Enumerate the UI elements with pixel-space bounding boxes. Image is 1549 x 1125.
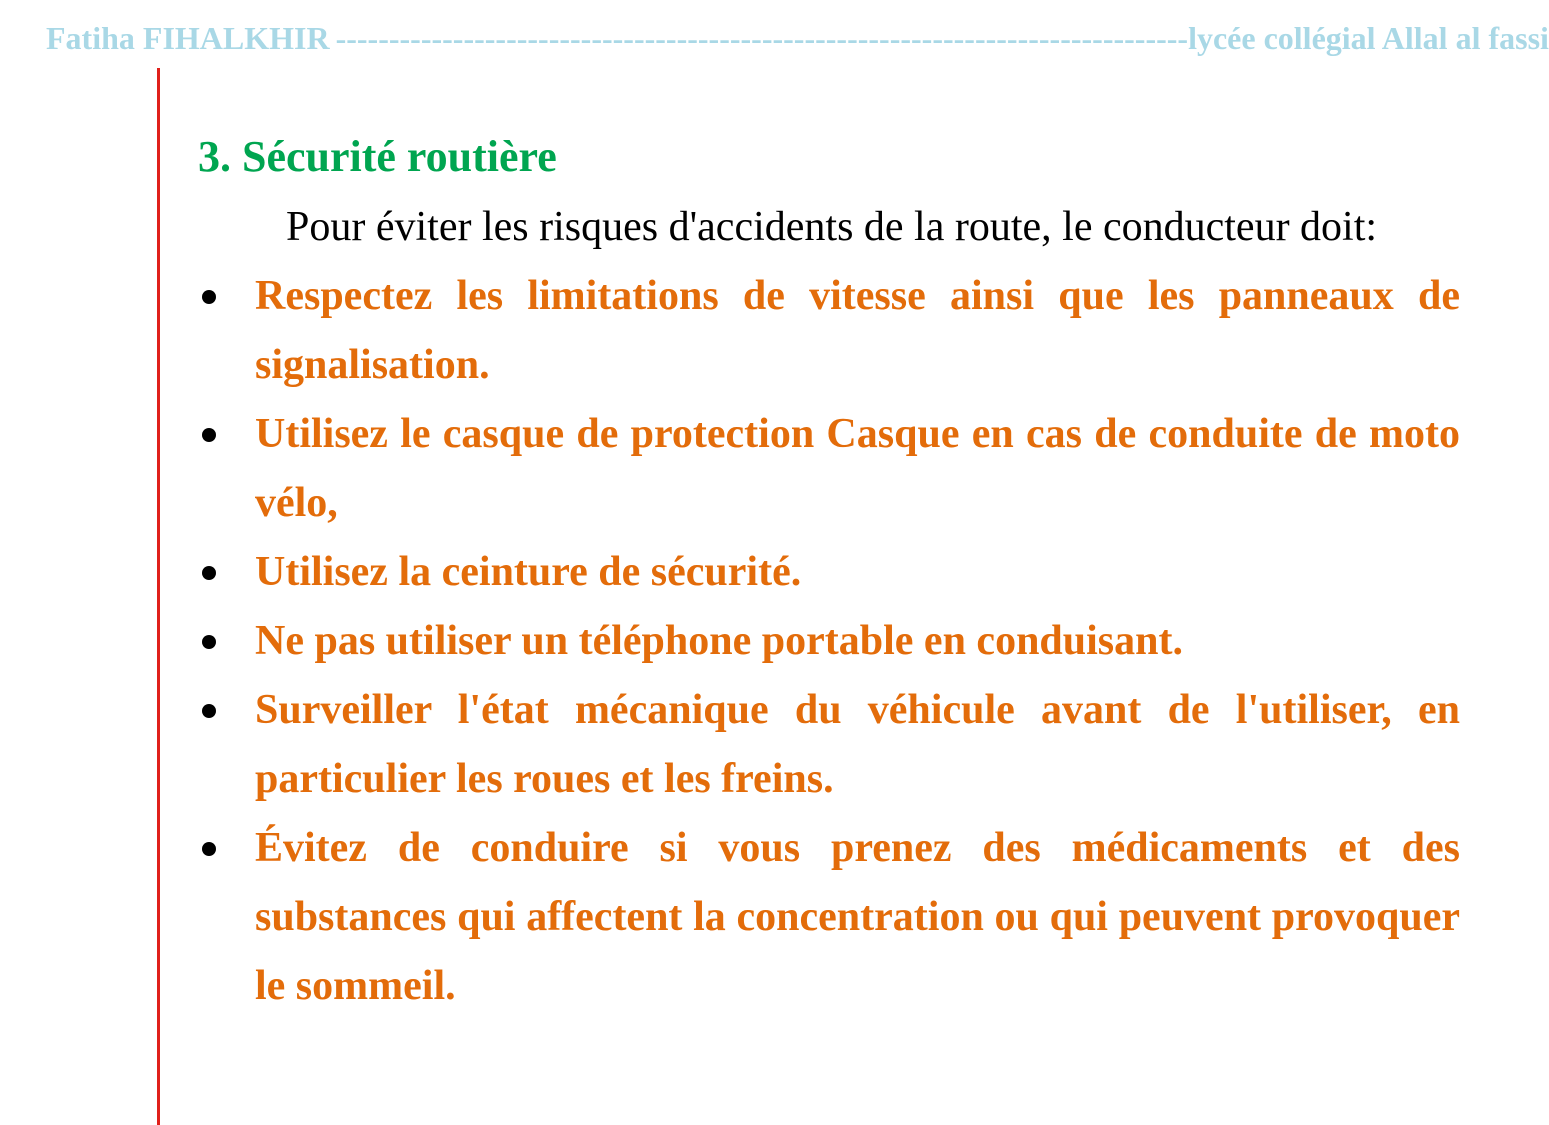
list-item (198, 400, 1460, 538)
intro-paragraph: Pour éviter les risques d'accidents de la route, le conducteur doit: (286, 204, 1378, 250)
header-separator: -------------------------------------------------------------------------------- (335, 20, 1189, 56)
header-author: Fatiha FIHALKHIR (46, 20, 330, 56)
list-item-text: Utilisez la ceinture de sécurité. (255, 549, 802, 595)
page-header (46, 18, 1549, 58)
section-title: 3. Sécurité routière (198, 132, 557, 181)
list-item (198, 676, 1460, 814)
list-item-text: Évitez de conduire si vous prenez des médicaments et des substances qui affectent la concentration ou qui peuvent provoquer le sommeil. (255, 825, 1460, 1009)
bullet-icon (202, 428, 216, 442)
list-item-text: Surveiller l'état mécanique du véhicule avant de l'utiliser, en particulier les roues et les freins. (255, 687, 1460, 802)
bullet-icon (202, 290, 216, 304)
bullet-icon (202, 566, 216, 580)
safety-rules-list (198, 262, 1460, 1021)
list-item-text: Utilisez le casque de protection Casque en cas de conduite de moto vélo, (255, 411, 1460, 526)
bullet-icon (202, 842, 216, 856)
bullet-icon (202, 635, 216, 649)
list-item (198, 538, 1460, 607)
list-item-text: Ne pas utiliser un téléphone portable en conduisant. (255, 618, 1183, 664)
list-item-text: Respectez les limitations de vitesse ainsi que les panneaux de signalisation. (255, 273, 1460, 388)
main-content (198, 125, 1460, 1021)
list-item (198, 262, 1460, 400)
margin-line (157, 68, 160, 1125)
header-school: lycée collégial Allal al fassi (1188, 20, 1549, 56)
bullet-icon (202, 704, 216, 718)
list-item (198, 814, 1460, 1021)
list-item (198, 607, 1460, 676)
